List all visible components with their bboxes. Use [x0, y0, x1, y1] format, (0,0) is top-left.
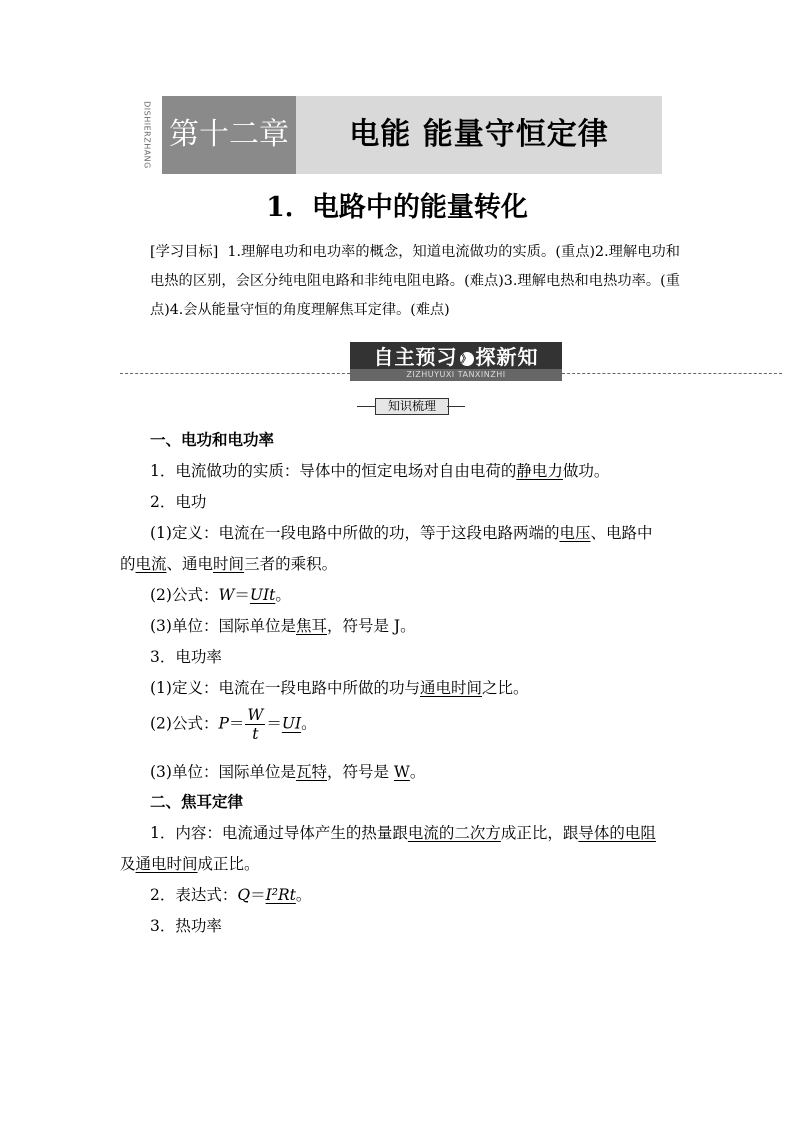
fraction-denominator: t [252, 725, 259, 743]
text: 及 [120, 855, 136, 873]
tag-line-left [357, 406, 375, 407]
joule-content-line1 [150, 821, 656, 843]
joule-content-line2 [120, 852, 260, 874]
text: (1)定义：电流在一段电路中所做的功，等于这段电路两端的 [150, 524, 560, 542]
text: 。 [409, 763, 426, 781]
answer-blank: 时间 [213, 555, 245, 573]
text: (2)公式： [150, 586, 219, 604]
text: ，符号是 J。 [326, 617, 416, 635]
definition-work-line1 [150, 521, 653, 543]
text: 的 [120, 555, 136, 573]
answer-blank: 导体的电阻 [578, 824, 656, 842]
variable: Q [237, 886, 251, 904]
text: 。 [275, 586, 291, 604]
text: 成正比，跟 [500, 824, 579, 842]
heading-joule-law: 二、焦耳定律 [150, 793, 244, 811]
knowledge-tag [357, 398, 465, 414]
chapter-number: 第十二章 [169, 117, 289, 152]
text: 1．内容：电流通过导体产生的热量跟 [150, 824, 408, 842]
text: 1．电流做功的实质：导体中的恒定电场对自由电荷的 [150, 462, 517, 480]
text: ＝ [266, 714, 282, 733]
text: ＝ [228, 714, 245, 733]
answer-blank: UIt [249, 586, 276, 604]
divider-left [120, 373, 350, 374]
objectives-text: 1.理解电功和电功率的概念，知道电流做功的实质。(重点)2.理解电功和电热的区别，会区分纯电阻电路和非纯电阻电路。(难点)3.理解电热和电热功率。(重点)4.会从能量守恒的角度理解焦耳定律。(难点) [150, 244, 680, 318]
text: ，符号是 [326, 763, 394, 781]
text: (3)单位：国际单位是 [150, 617, 296, 635]
self-study-header [350, 342, 562, 372]
fraction-numerator: W [247, 706, 264, 724]
text: (2)公式： [150, 714, 219, 733]
tag-label: 知识梳理 [375, 398, 449, 415]
text: ＝ [250, 886, 266, 904]
answer-blank: 静电力 [516, 462, 563, 480]
answer-blank: 通电时间 [135, 855, 198, 873]
unit-power [150, 760, 425, 782]
self-study-pinyin: ZIZHUYUXI TANXINZHI [350, 369, 562, 381]
answer-blank: 焦耳 [295, 617, 327, 635]
answer-blank: 电流 [135, 555, 167, 573]
text: 成正比。 [197, 855, 260, 873]
variable: W [218, 586, 235, 604]
text: (3)单位：国际单位是 [150, 763, 296, 781]
fraction [245, 706, 265, 743]
heading-electric-work-power: 一、电功和电功率 [150, 431, 275, 449]
answer-blank: I²Rt [265, 886, 296, 904]
text: 、通电 [166, 555, 214, 573]
variable: P [218, 714, 229, 733]
answer-blank: 电流的二次方 [407, 824, 501, 842]
joule-expression [150, 883, 311, 905]
heading-electric-power: 3．电功率 [150, 648, 222, 666]
paragraph-work-essence [150, 459, 609, 481]
answer-blank: 电压 [559, 524, 591, 542]
learning-objectives [150, 238, 680, 325]
heading-electric-work: 2．电功 [150, 493, 207, 511]
objectives-label: [学习目标] [150, 244, 219, 260]
heading-heat-power: 3．热功率 [150, 917, 222, 935]
answer-blank: 通电时间 [419, 679, 482, 697]
chapter-title: 电能 能量守恒定律 [349, 117, 609, 152]
self-study-left: 自主预习 [373, 345, 458, 369]
formula-work [150, 583, 291, 605]
text: 之比。 [481, 679, 529, 697]
text: 、电路中 [590, 524, 653, 542]
text: 。 [295, 886, 312, 904]
answer-blank: W [393, 763, 410, 781]
section-title: 1．电路中的能量转化 [266, 192, 528, 223]
chapter-pinyin: DISHIERZHANG [142, 101, 152, 169]
self-study-right: 探新知 [475, 345, 539, 369]
tag-line-right [447, 406, 465, 407]
definition-power [150, 676, 529, 698]
text: 。 [301, 714, 317, 733]
text: ＝ [234, 586, 250, 604]
formula-power [150, 706, 317, 743]
divider-right [562, 373, 782, 374]
definition-work-line2 [120, 552, 337, 574]
text: 2．表达式： [150, 886, 238, 904]
answer-blank: UI [281, 714, 302, 733]
chevron-right-icon: 》 [460, 351, 473, 365]
answer-blank: 瓦特 [295, 763, 327, 781]
text: 三者的乘积。 [244, 555, 338, 573]
text: (1)定义：电流在一段电路中所做的功与 [150, 679, 420, 697]
unit-work [150, 614, 416, 636]
text: 做功。 [562, 462, 610, 480]
